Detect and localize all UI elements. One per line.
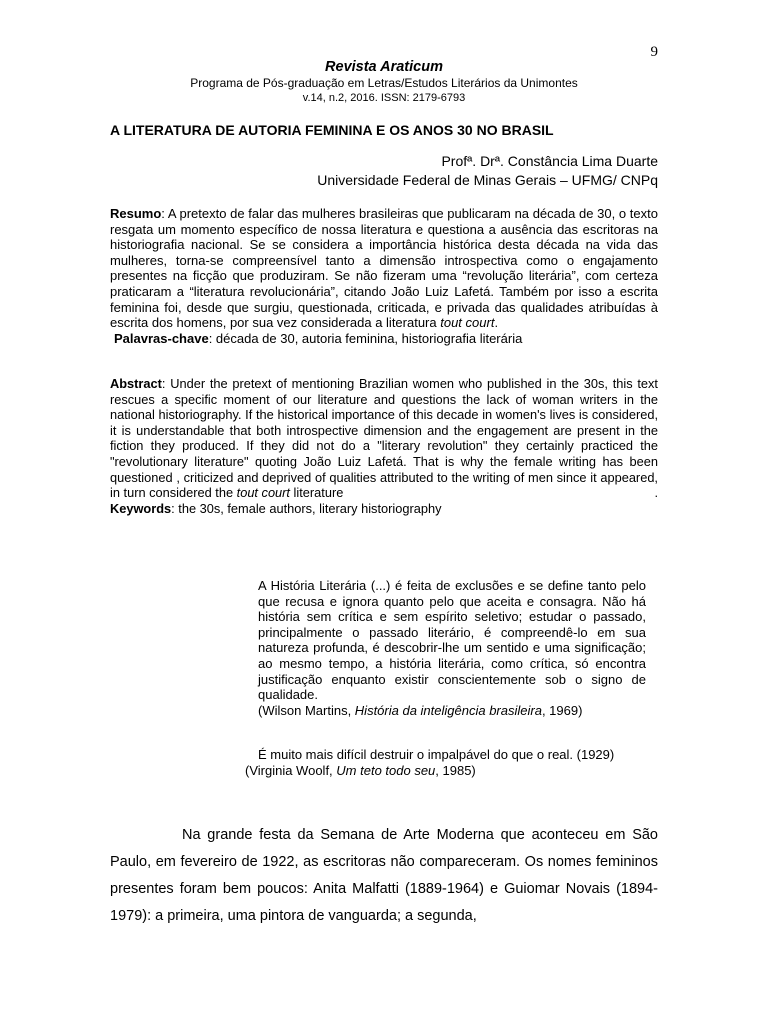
epigraph-martins-text: A História Literária (...) é feita de exclusões e se define tanto pelo que recusa e ignora quanto pelo que aceita e consagra. Não há história sem crítica e sem espírito seletivo; estudar o passado, principalmente o passado literário, é compreendê-lo em sua natureza profunda, é descobrir-lhe um sentido e uma significação; ao mesmo tempo, a história literária, como crítica, só encontra justificação enquanto existir conscientemente sob o signo de qualidade. (258, 578, 646, 703)
palavras-chave-line (110, 331, 658, 347)
abstract-trailing-dot: . (654, 485, 658, 501)
epigraph-martins (258, 578, 646, 718)
author-block (317, 152, 658, 189)
source-title: História da inteligência brasileira (354, 702, 542, 718)
epigraph-woolf (245, 747, 646, 778)
author-affiliation: Universidade Federal de Minas Gerais – UFMG/ CNPq (317, 171, 658, 188)
program-line: Programa de Pós-graduação em Letras/Estudos Literários da Unimontes (190, 76, 578, 90)
abstract-text: : Under the pretext of mentioning Brazilian women who published in the 30s, this text rescues a specific moment of our literature and questions the lack of woman writers in the national historiography. If the historical importance of this decade in women's lives is considered, it is understandable that both introspective dimension and the engagement are present in the fiction they produced. If they did not do a "literary revolution" they certainly practiced the "revolutionary literature" quoting João Luiz Lafetá. That is why the female writing has been questioned , criticized and deprived of qualities attributed to the writing of men since it appeared, in turn considered the (110, 376, 658, 501)
epigraph-woolf-source (245, 763, 646, 779)
page-number: 9 (650, 44, 658, 60)
journal-title: Revista Araticum (325, 59, 443, 75)
keywords-line (110, 501, 658, 517)
epigraph-martins-source (258, 703, 646, 719)
abstract-paragraph (110, 376, 658, 501)
volume-line: v.14, n.2, 2016. ISSN: 2179-6793 (302, 92, 466, 104)
abstract-italic: tout court (236, 485, 290, 501)
journal-header (110, 58, 658, 105)
palavras-chave-label: Palavras-chave (114, 330, 209, 346)
source-close: , 1985) (435, 762, 476, 778)
resumo-label: Resumo (110, 206, 162, 221)
source-title: Um teto todo seu (336, 762, 436, 778)
keywords-text: : the 30s, female authors, literary historiography (171, 500, 442, 516)
abstract-section (110, 376, 658, 516)
resumo-end: . (494, 315, 499, 331)
source-open: (Virginia Woolf, (245, 762, 337, 778)
keywords-label: Keywords (110, 500, 172, 516)
author-name: Profª. Drª. Constância Lima Duarte (441, 153, 658, 169)
resumo-text: : A pretexto de falar das mulheres brasileiras que publicaram na década de 30, o texto resgata um momento específico de nossa literatura e questiona a ausência das escritoras na historiografia nacional. Se se considera a importância histórica desta década na vida das mulheres, torna-se compreensível tanto a dimensão introspectiva como o engajamento presentes na ficção que produziram. Se não fizeram uma “revolução literária”, com certeza praticaram a “literatura revolucionária”, citando João Luiz Lafetá. Também por isso a escrita feminina foi, desde que surgiu, questionada, criticada, e privada das qualidades atribuídas à escrita dos homens, por sua vez considerada a literatura (110, 206, 658, 331)
palavras-chave-text: : década de 30, autoria feminina, historiografia literária (208, 330, 523, 346)
resumo-section (110, 206, 658, 346)
resumo-paragraph (110, 206, 658, 331)
body-paragraph: Na grande festa da Semana de Arte Moderna que aconteceu em São Paulo, em fevereiro de 1922, as escritoras não compareceram. Os nomes femininos presentes foram bem poucos: Anita Malfatti (1889-1964) e Guiomar Novais (1894-1979): a primeira, uma pintora de vanguarda; a segunda, (110, 827, 658, 924)
resumo-italic: tout court (440, 315, 495, 331)
abstract-label: Abstract (110, 376, 162, 391)
source-close: , 1969) (541, 702, 583, 718)
source-open: (Wilson Martins, (258, 702, 355, 718)
epigraph-woolf-text: É muito mais difícil destruir o impalpável do que o real. (1929) (258, 747, 615, 762)
abstract-end: literature (290, 485, 344, 501)
article-title: A LITERATURA DE AUTORIA FEMININA E OS ANOS 30 NO BRASIL (110, 122, 554, 138)
